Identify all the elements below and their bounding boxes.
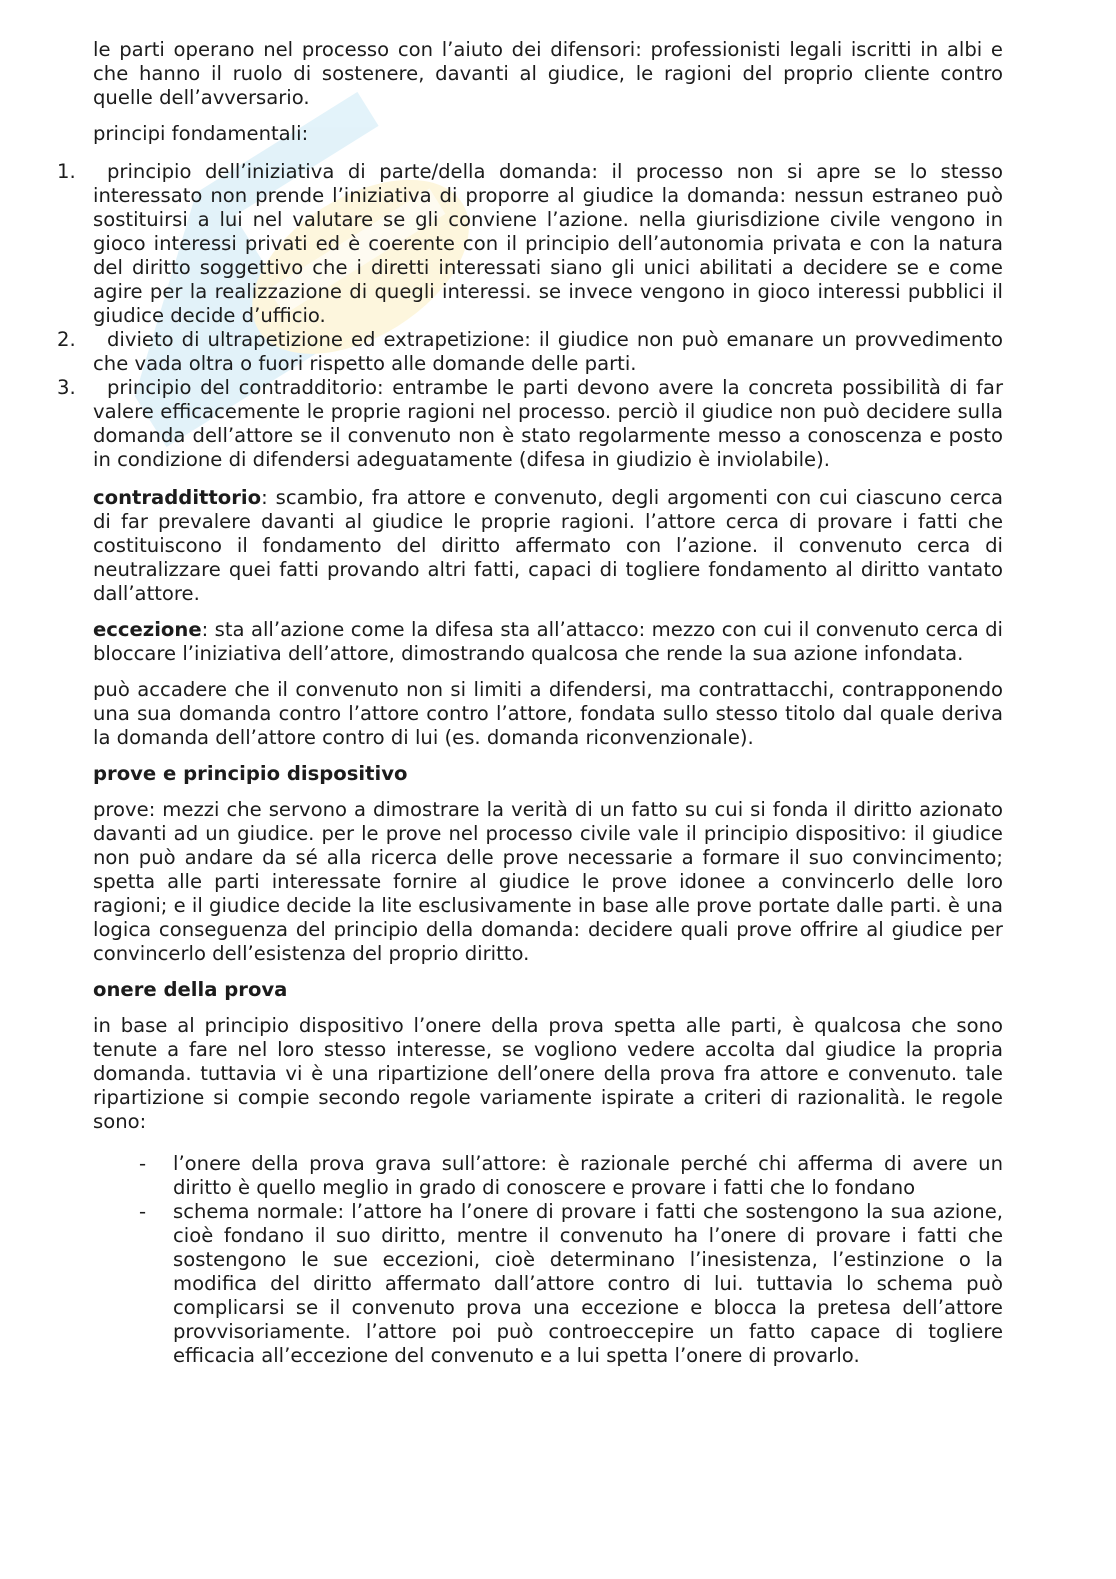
eccezione-text: : sta all’azione come la difesa sta all’attacco: mezzo con cui il convenuto cerca di bloccare l’iniziativa dell’attore, dimostrando qualcosa che rende la sua azione infondata. [93,618,1003,665]
list-number: 1. [57,160,76,183]
list-item [57,160,1003,328]
list-item-text: l’onere della prova grava sull’attore: è razionale perché chi afferma di avere un diritto è quello meglio in grado di conoscere e provare i fatti che lo fondano [173,1152,1003,1199]
contraddittorio-text: : scambio, fra attore e convenuto, degli argomenti con cui ciascuno cerca di far prevalere davanti al giudice le proprie ragioni. l’attore cerca di provare i fatti che costituiscono il fondamento del diritto affermato con l’azione. il convenuto cerca di neutralizzare quei fatti provando altri fatti, capaci di togliere fondamento al diritto vantato dall’attore. [93,486,1003,605]
list-item [139,1200,1003,1368]
list-item [139,1152,1003,1200]
rules-list [93,1152,1003,1368]
principles-list [57,160,1003,472]
list-dash: - [139,1152,147,1175]
list-item-text: principio dell’iniziativa di parte/della domanda: il processo non si apre se lo stesso interessato non prende l’iniziativa di proporre al giudice la domanda: nessun estraneo può sostituirsi a lui nel valutare se gli conviene l’azione. nella giurisdizione civile vengono in gioco interessi privati ed è coerente con il principio dell’autonomia privata e con la natura del diritto soggettivo che i diretti interessati siano gli unici abilitati a decidere se e come agire per la realizzazione di quegli interessi. se invece vengono in gioco interessi pubblici il giudice decide d’ufficio. [93,160,1003,327]
list-dash: - [139,1200,147,1223]
intro-paragraph: le parti operano nel processo con l’aiuto dei difensori: professionisti legali iscritti in albi e che hanno il ruolo di sostenere, davanti al giudice, le ragioni del proprio cliente contro quelle dell’avversario. [93,38,1003,109]
riconvenzionale-paragraph: può accadere che il convenuto non si limiti a difendersi, ma contrattacchi, contrapponendo una sua domanda contro l’attore contro l’attore, fondata sullo stesso titolo dal quale deriva la domanda dell’attore contro di lui (es. domanda riconvenzionale). [93,678,1003,749]
eccezione-paragraph [93,618,1003,666]
onere-paragraph: in base al principio dispositivo l’onere della prova spetta alle parti, è qualcosa che sono tenute a fare nel loro stesso interesse, se vogliono vedere accolta dal giudice la propria domanda. tuttavia vi è una ripartizione dell’onere della prova fra attore e convenuto. tale ripartizione si compie secondo regole variamente ispirate a criteri di razionalità. le regole sono: [93,1014,1003,1133]
principi-heading: principi fondamentali: [93,122,309,145]
document-page [57,38,1003,1368]
list-number: 2. [57,328,76,351]
list-item-text: schema normale: l’attore ha l’onere di provare i fatti che sostengono la sua azione, cioè fondano il suo diritto, mentre il convenuto ha l’onere di provare i fatti che sostengono le sue eccezioni, cioè determinano l’inesistenza, l’estinzione o la modifica del diritto affermato dall’attore contro di lui. tuttavia lo schema può complicarsi se il convenuto prova una eccezione e blocca la pretesa dell’attore provvisoriamente. l’attore poi può controeccepire un fatto capace di togliere efficacia all’eccezione del convenuto e a lui spetta l’onere di provarlo. [173,1200,1003,1367]
onere-heading: onere della prova [93,978,288,1001]
prove-paragraph: prove: mezzi che servono a dimostrare la verità di un fatto su cui si fonda il diritto azionato davanti ad un giudice. per le prove nel processo civile vale il principio dispositivo: il giudice non può andare da sé alla ricerca delle prove necessarie a formare il suo convincimento; spetta alle parti interessate fornire al giudice le prove idonee a convincerlo delle loro ragioni; e il giudice decide la lite esclusivamente in base alle prove portate dalle parti. è una logica conseguenza del principio della domanda: decidere quali prove offrire al giudice per convincerlo dell’esistenza del proprio diritto. [93,798,1003,965]
eccezione-term: eccezione [93,618,202,641]
list-item-text: divieto di ultrapetizione ed extrapetizione: il giudice non può emanare un provvedimento che vada oltra o fuori rispetto alle domande delle parti. [93,328,1003,375]
contraddittorio-term: contraddittorio [93,486,262,509]
list-number: 3. [57,376,76,399]
contraddittorio-paragraph [93,486,1003,606]
list-item [57,376,1003,472]
list-item [57,328,1003,376]
list-item-text: principio del contradditorio: entrambe le parti devono avere la concreta possibilità di far valere efficacemente le proprie ragioni nel processo. perciò il giudice non può decidere sulla domanda dell’attore se il convenuto non è stato regolarmente messo a conoscenza e posto in condizione di difendersi adeguatamente (difesa in giudizio è inviolabile). [93,376,1003,471]
prove-heading: prove e principio dispositivo [93,762,408,785]
